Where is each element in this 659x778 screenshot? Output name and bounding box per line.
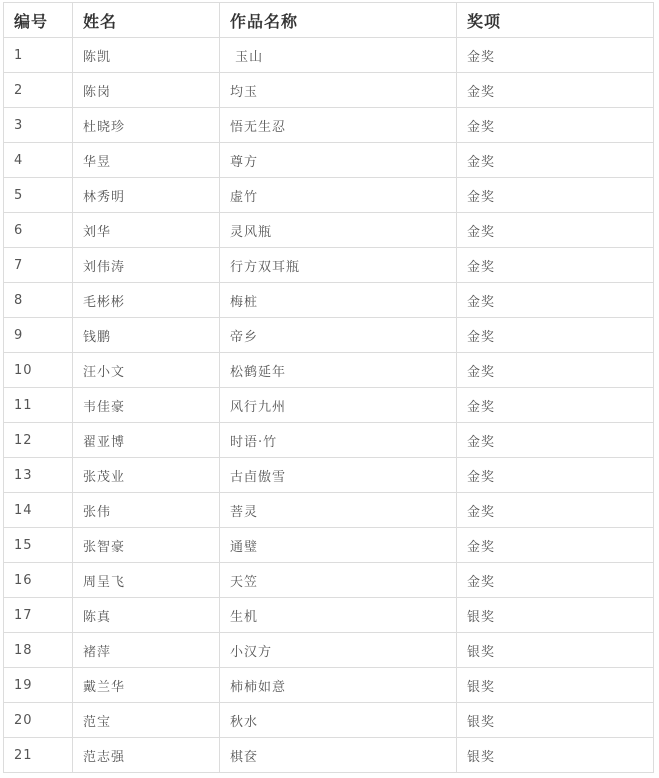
cell-name: 韦佳豪	[73, 388, 220, 423]
cell-award: 金奖	[457, 318, 654, 353]
cell-number: 15	[4, 528, 73, 563]
cell-work-title: 时语·竹	[220, 423, 457, 458]
table-row	[4, 388, 654, 423]
cell-award: 金奖	[457, 213, 654, 248]
table-row	[4, 143, 654, 178]
cell-work-title: 柿柿如意	[220, 668, 457, 703]
table-row	[4, 108, 654, 143]
table-row	[4, 38, 654, 73]
table-row	[4, 633, 654, 668]
cell-award: 金奖	[457, 493, 654, 528]
cell-award: 金奖	[457, 38, 654, 73]
cell-name: 范宝	[73, 703, 220, 738]
cell-name: 华昱	[73, 143, 220, 178]
cell-name: 张伟	[73, 493, 220, 528]
table-row	[4, 178, 654, 213]
cell-work-title: 生机	[220, 598, 457, 633]
cell-name: 毛彬彬	[73, 283, 220, 318]
table-row	[4, 458, 654, 493]
cell-award: 金奖	[457, 388, 654, 423]
cell-award: 金奖	[457, 178, 654, 213]
cell-number: 14	[4, 493, 73, 528]
cell-award: 金奖	[457, 458, 654, 493]
cell-number: 3	[4, 108, 73, 143]
award-table	[3, 2, 654, 773]
cell-work-title: 虚竹	[220, 178, 457, 213]
cell-work-title: 梅桩	[220, 283, 457, 318]
cell-name: 杜晓珍	[73, 108, 220, 143]
header-award: 奖项	[457, 3, 654, 38]
award-table-container	[3, 2, 654, 773]
table-row	[4, 493, 654, 528]
cell-name: 陈凯	[73, 38, 220, 73]
cell-award: 金奖	[457, 283, 654, 318]
header-number: 编号	[4, 3, 73, 38]
cell-award: 银奖	[457, 633, 654, 668]
cell-award: 金奖	[457, 563, 654, 598]
cell-name: 戴兰华	[73, 668, 220, 703]
table-row	[4, 423, 654, 458]
cell-name: 周呈飞	[73, 563, 220, 598]
table-row	[4, 318, 654, 353]
cell-number: 9	[4, 318, 73, 353]
cell-number: 11	[4, 388, 73, 423]
table-row	[4, 248, 654, 283]
cell-award: 银奖	[457, 668, 654, 703]
cell-name: 范志强	[73, 738, 220, 773]
table-header-row	[4, 3, 654, 38]
table-row	[4, 738, 654, 773]
table-row	[4, 213, 654, 248]
cell-number: 2	[4, 73, 73, 108]
cell-number: 20	[4, 703, 73, 738]
cell-number: 1	[4, 38, 73, 73]
cell-number: 5	[4, 178, 73, 213]
cell-award: 银奖	[457, 598, 654, 633]
cell-award: 金奖	[457, 108, 654, 143]
cell-award: 金奖	[457, 73, 654, 108]
cell-number: 19	[4, 668, 73, 703]
cell-name: 刘华	[73, 213, 220, 248]
table-row	[4, 668, 654, 703]
cell-number: 18	[4, 633, 73, 668]
cell-number: 16	[4, 563, 73, 598]
cell-work-title: 悟无生忍	[220, 108, 457, 143]
cell-number: 12	[4, 423, 73, 458]
cell-award: 金奖	[457, 528, 654, 563]
cell-work-title: 风行九州	[220, 388, 457, 423]
cell-work-title: 灵风瓶	[220, 213, 457, 248]
table-row	[4, 353, 654, 388]
cell-number: 4	[4, 143, 73, 178]
header-work-title: 作品名称	[220, 3, 457, 38]
table-row	[4, 598, 654, 633]
cell-award: 金奖	[457, 423, 654, 458]
cell-award: 银奖	[457, 738, 654, 773]
cell-number: 10	[4, 353, 73, 388]
cell-name: 陈真	[73, 598, 220, 633]
cell-work-title: 玉山	[220, 38, 457, 73]
cell-name: 褚萍	[73, 633, 220, 668]
cell-name: 林秀明	[73, 178, 220, 213]
table-body	[4, 38, 654, 773]
cell-work-title: 古卣傲雪	[220, 458, 457, 493]
cell-name: 陈岗	[73, 73, 220, 108]
cell-work-title: 帝乡	[220, 318, 457, 353]
cell-award: 金奖	[457, 248, 654, 283]
cell-number: 17	[4, 598, 73, 633]
cell-award: 金奖	[457, 143, 654, 178]
cell-work-title: 松鹤延年	[220, 353, 457, 388]
cell-name: 张智豪	[73, 528, 220, 563]
cell-work-title: 尊方	[220, 143, 457, 178]
header-name: 姓名	[73, 3, 220, 38]
table-row	[4, 703, 654, 738]
table-row	[4, 528, 654, 563]
cell-name: 张茂业	[73, 458, 220, 493]
cell-number: 6	[4, 213, 73, 248]
cell-number: 8	[4, 283, 73, 318]
cell-work-title: 菩灵	[220, 493, 457, 528]
table-row	[4, 73, 654, 108]
table-row	[4, 563, 654, 598]
cell-name: 翟亚博	[73, 423, 220, 458]
cell-number: 21	[4, 738, 73, 773]
cell-work-title: 行方双耳瓶	[220, 248, 457, 283]
cell-name: 钱鹏	[73, 318, 220, 353]
cell-work-title: 棋奁	[220, 738, 457, 773]
cell-award: 金奖	[457, 353, 654, 388]
table-row	[4, 283, 654, 318]
cell-work-title: 天笠	[220, 563, 457, 598]
cell-work-title: 秋水	[220, 703, 457, 738]
cell-number: 7	[4, 248, 73, 283]
cell-work-title: 通璧	[220, 528, 457, 563]
cell-award: 银奖	[457, 703, 654, 738]
cell-work-title: 小汉方	[220, 633, 457, 668]
cell-number: 13	[4, 458, 73, 493]
cell-work-title: 均玉	[220, 73, 457, 108]
cell-name: 刘伟涛	[73, 248, 220, 283]
cell-name: 汪小文	[73, 353, 220, 388]
